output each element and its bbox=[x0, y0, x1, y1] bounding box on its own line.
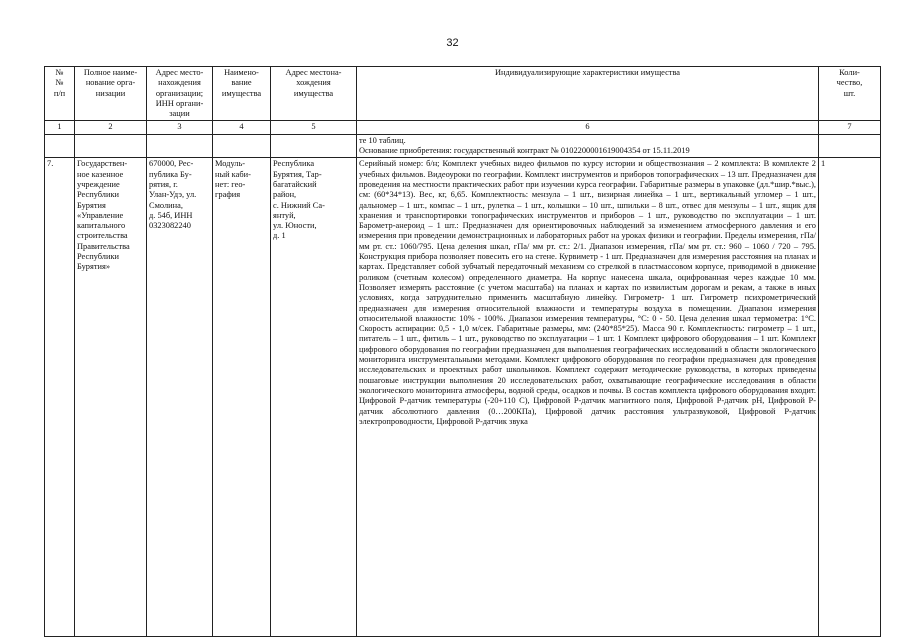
column-number: 4 bbox=[213, 121, 271, 134]
organization-name: Государствен- ное казенное учреждение Республики Бурятия «Управление капитального строительства Правительства Республики Бурятия» bbox=[75, 158, 147, 637]
characteristics-text: Серийный номер: б/н; Комплект учебных видео фильмов по курсу истории и обществознания – 2 комплекта: В комплекте 2 учебных фильмов. Видеоуроки по географии. Комплект инструментов и приборов топографических – 13 шт. Предназначен для проведения на местности практических работ при изучении курса географии. Габаритные размеры в упаковке (дл.*шир.*выс.), см: (60*34*13). Вес, кг, 6,65. Комплектность: мензула – 1 шт., визирная линейка – 1 шт., вертикальный угломер – 1 шт., дальномер – 1 шт., компас – 1 шт., рулетка – 1 шт., колышки – 10 шт., шпильки – 8 шт., отвес для мензулы – 1 шт., ящик для хранения и транспортировки топографических инструментов и приборов – 1 шт., руководство по эксплуатации – 1 шт. Барометр-анероид – 1 шт.: Предназначен для ориентировочных наблюдений за изменением атмосферного давления и его измерения при проведении демонстрационных и лабораторных работ на уроках физики и географии. Пределы измерения, гПа/мм рт. ст.: 1060/795. Цена деления шкал, гПа/ мм рт. ст.: 2/1. Диапазон измерения, гПа/ мм рт. ст.: 960 – 1060 / 720 – 795. Конструкция прибора позволяет повесить его на стене. Курвиметр - 1 шт. Предназначен для измерения расстояния на планах и картах. Представляет собой зубчатый передаточный механизм со стрелкой в пластмассовом корпусе, приводимой в движение роликом (счетным колесом) определенного диаметра. На корпус нанесена шкала, оцифрованная через каждые 10 мм. Позволяет измерять расстояние (с учетом масштаба) на планах и картах по извилистым дорогам и рекам, а также в иных условиях, когда затруднительно применить масштабную линейку. Гигрометр- 1 шт. Гигрометр психрометрический предназначен для измерения относительной влажности и температуры воздуха в помещении. Диапазон измерения относительной влажности: 10% - 100%. Диапазон измерения температуры, °С: 0 - 50. Цена деления шкал термометра: 1°С. Скорость аспирации: 0,5 - 1,0 м/сек. Габаритные размеры, мм: (240*85*25). Масса 90 г. Комплектность: гигрометр – 1 шт., питатель – 1 шт., фитиль – 1 шт., руководство по эксплуатации – 1 шт. 1 Комплект цифрового оборудования – 1 шт. Комплект цифрового оборудования по географии предназначен для выполнения географических исследований в области экологического мониторинга инструментальными методами. Комплект цифрового оборудования по географии предназначен для проведения исследовательских и проектных работ школьников. Комплект содержит методические руководства, в которых приведены пошаговые инструкции выполнения 20 исследовательских работ, охватывающие географические исследования в области экологического мониторинга атмосферы, водной среды, осадков и почвы. В состав комплекта цифрового оборудования входит. Цифровой Р-датчик температуры (-20+110 С), Цифровой Р-датчик магнитного поля, Цифровой Р-датчик pH, Цифровой Р-датчик абсолютного давления (0…200КПа), Цифровой датчик расстояния ультразвуковой, Цифровой Р-датчик электропроводности, Цифровой Р-датчик звука bbox=[359, 159, 816, 426]
header-cell-organization: Полное наиме- нование орга- низации bbox=[75, 67, 147, 121]
continuation-row bbox=[45, 134, 881, 158]
column-number-row bbox=[45, 121, 881, 134]
header-cell-org-address: Адрес место- нахождения организации; ИНН органи- зации bbox=[147, 67, 213, 121]
row-number: 7. bbox=[45, 158, 75, 637]
column-number: 3 bbox=[147, 121, 213, 134]
organization-address: 670000, Рес- публика Бу- рятия, г. Улан-Удэ, ул. Смолина, д. 54б, ИНН 0323082240 bbox=[147, 158, 213, 637]
property-name: Модуль- ный каби- нет: гео- графия bbox=[213, 158, 271, 637]
column-number: 7 bbox=[819, 121, 881, 134]
page-number: 32 bbox=[446, 37, 459, 49]
column-number: 6 bbox=[357, 121, 819, 134]
column-number: 5 bbox=[271, 121, 357, 134]
header-cell-property-address: Адрес местона- хождения имущества bbox=[271, 67, 357, 121]
header-row bbox=[45, 67, 881, 121]
property-table bbox=[44, 66, 881, 637]
header-cell-quantity: Коли- чество, шт. bbox=[819, 67, 881, 121]
column-number: 2 bbox=[75, 121, 147, 134]
table-row bbox=[45, 158, 881, 637]
column-number: 1 bbox=[45, 121, 75, 134]
header-cell-property-name: Наимено- вание имущества bbox=[213, 67, 271, 121]
header-cell-characteristics: Индивидуализирующие характеристики имущества bbox=[357, 67, 819, 121]
characteristics-cell bbox=[357, 158, 819, 637]
continuation-text: те 10 таблиц. Основание приобретения: государственный контракт № 0102200001619004354 от 15.11.2019 bbox=[357, 134, 819, 158]
property-address: Республика Бурятия, Тар- багатайский район, с. Нижний Са- янтуй, ул. Юности, д. 1 bbox=[271, 158, 357, 637]
header-cell-number: № № п/п bbox=[45, 67, 75, 121]
quantity-value: 1 bbox=[819, 158, 881, 637]
